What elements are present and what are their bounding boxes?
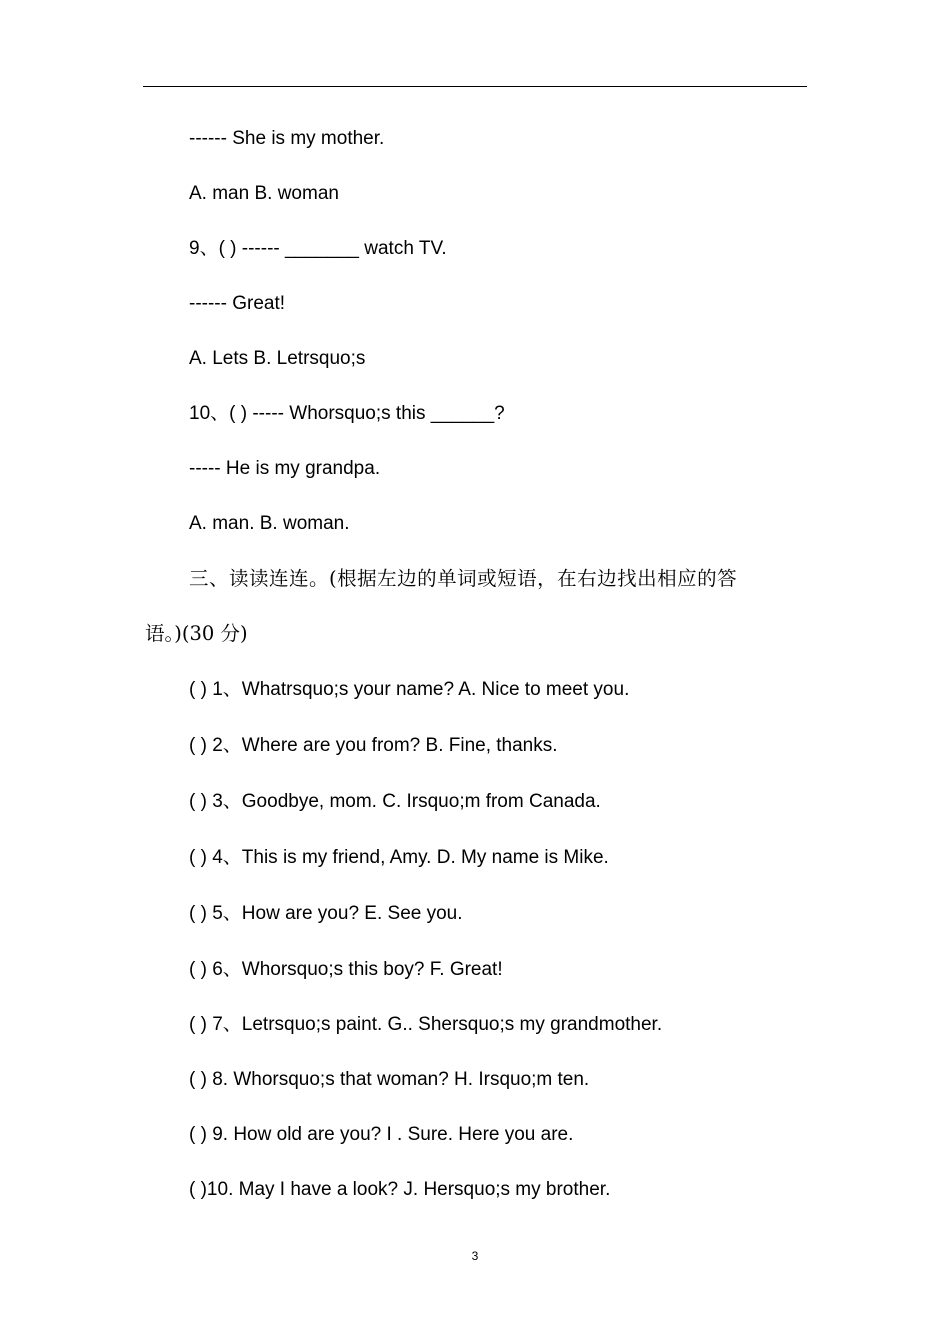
- matching-item-2: ( ) 2、Where are you from? B. Fine, thanks.: [189, 735, 558, 756]
- section-heading: 三、读读连连。(根据左边的单词或短语，在右边找出相应的答: [189, 567, 738, 590]
- matching-item-9: ( ) 9. How old are you? I . Sure. Here you are.: [189, 1124, 574, 1145]
- matching-item-10: ( )10. May I have a look? J. Hersquo;s my brother.: [189, 1179, 611, 1200]
- options-line: A. man. B. woman.: [189, 513, 350, 534]
- matching-item-7: ( ) 7、Letrsquo;s paint. G.. Shersquo;s my grandmother.: [189, 1014, 663, 1035]
- answer-line: ------ Great!: [189, 293, 286, 314]
- options-line: A. Lets B. Letrsquo;s: [189, 348, 366, 369]
- section-heading-continued: 语。)(30 分): [145, 622, 248, 645]
- matching-item-4: ( ) 4、This is my friend, Amy. D. My name is Mike.: [189, 847, 609, 868]
- question-9: 9、( ) ------ _______ watch TV.: [189, 238, 447, 259]
- matching-item-1: ( ) 1、Whatrsquo;s your name? A. Nice to meet you.: [189, 679, 630, 700]
- question-10: 10、( ) ----- Whorsquo;s this ______?: [189, 403, 505, 424]
- matching-item-5: ( ) 5、How are you? E. See you.: [189, 903, 463, 924]
- options-line: A. man B. woman: [189, 183, 339, 204]
- matching-item-6: ( ) 6、Whorsquo;s this boy? F. Great!: [189, 959, 503, 980]
- header-rule: [143, 86, 807, 87]
- page-number: 3: [471, 1249, 479, 1263]
- answer-line: ----- He is my grandpa.: [189, 458, 381, 479]
- matching-item-8: ( ) 8. Whorsquo;s that woman? H. Irsquo;m ten.: [189, 1069, 590, 1090]
- answer-line: ------ She is my mother.: [189, 128, 385, 149]
- matching-item-3: ( ) 3、Goodbye, mom. C. Irsquo;m from Canada.: [189, 791, 601, 812]
